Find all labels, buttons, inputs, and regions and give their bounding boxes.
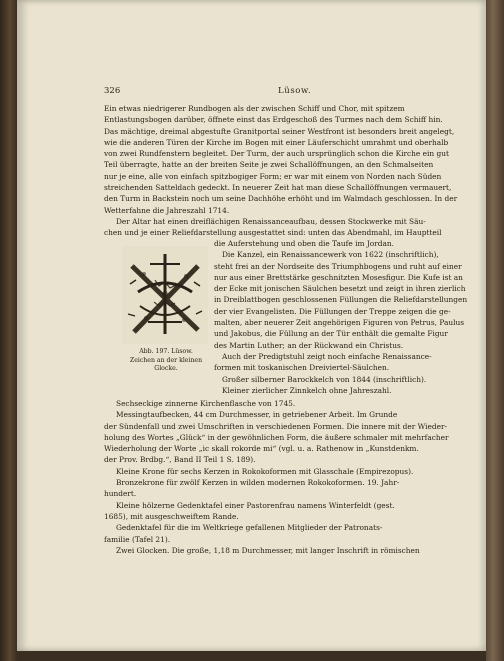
text-line: familie (Tafel 21).	[104, 534, 171, 544]
text-line: steht frei an der Nordseite des Triumphbogens und ruht auf einer	[214, 261, 462, 271]
text-line: formen mit toskanischen Dreiviertel-Säulchen.	[214, 363, 390, 373]
figure-caption	[120, 348, 212, 374]
paragraph-block-3	[104, 398, 482, 556]
text-line: Messingtaufbecken, 44 cm Durchmesser, in getriebener Arbeit. Im Grunde	[116, 410, 398, 420]
text-line: die Auferstehung und oben die Taufe im Jordan.	[214, 239, 395, 248]
text-line: nur je eine, alle von einfach spitzbogiger Form; er war mit einem von Norden nach Süden	[104, 171, 442, 181]
text-line: in Dreiblattbogen geschlossenen Füllungen die Reliefdarstellungen	[214, 295, 468, 305]
text-line: der Ecke mit jonischen Säulchen besetzt und zeigt in ihren zierlich	[214, 284, 466, 294]
text-line: chen und je einer Reliefdarstellung ausgestattet sind: unten das Abendmahl, im Hauptteil	[104, 228, 442, 238]
text-line: malten, aber neuerer Zeit angehörigen Figuren von Petrus, Paulus	[214, 318, 465, 328]
text-line: 1685), mit ausgeschweiftem Rande.	[104, 511, 239, 521]
text-line: den Turm in Backstein noch um seine Dachhöhe erhöht und im Walmdach geschlossen. In der	[104, 194, 458, 204]
bell-mark-drawing	[120, 244, 210, 346]
bell-mark-illustration	[120, 244, 210, 346]
book-binding-left	[0, 0, 17, 661]
text-line: Großer silberner Barockkelch von 1844 (inschriftlich).	[222, 374, 427, 384]
caption-line: Glocke.	[154, 365, 178, 372]
running-title: Lüsow.	[278, 86, 312, 96]
text-line: von zwei Rundfenstern begleitet. Der Turm, der auch ursprünglich schon die Kirche ein gut	[104, 149, 449, 159]
text-line: der vier Evangelisten. Die Füllungen der Treppe zeigen die ge-	[214, 306, 451, 316]
text-line: Kleine Krone für sechs Kerzen in Rokokoformen mit Glasschale (Empirezopus).	[116, 466, 414, 476]
text-line: hundert.	[104, 489, 137, 499]
text-line: Entlastungsbogen darüber, öffnete einst das Erdgeschoß des Turmes nach dem Schiff hin.	[104, 115, 443, 125]
text-line: Auch der Predigtstuhl zeigt noch einfache Renaissance-	[222, 351, 432, 361]
text-line: des Martin Luther; an der Rückwand ein Christus.	[214, 340, 404, 350]
text-line: Ein etwas niedrigerer Rundbogen als der zwischen Schiff und Chor, mit spitzem	[104, 104, 405, 113]
text-line: Zwei Glocken. Die große, 1,18 m Durchmesser, mit langer Inschrift in römischen	[116, 545, 420, 555]
page-number: 326	[104, 86, 121, 96]
text-line: und Jakobus, die Füllung an der Tür enthält die gemalte Figur	[214, 329, 448, 339]
text-line: Bronzekrone für zwölf Kerzen in wilden modernen Rokokoformen. 19. Jahr-	[116, 478, 400, 488]
text-line: Teil überragte, hatte an der breiten Seite je zwei Schallöffnungen, an den Schmalseiten	[104, 160, 434, 170]
paragraph-block-1	[104, 103, 482, 239]
text-line: Wetterfahne die Jahreszahl 1714.	[104, 205, 230, 215]
text-line: Sechseckige zinnerne Kirchenflasche von 1745.	[116, 399, 296, 408]
text-line: Der Altar hat einen dreiflächigen Renaissanceaufbau, dessen Stockwerke mit Säu-	[116, 216, 426, 226]
text-line: Gedenktafel für die im Weltkriege gefallenen Mitglieder der Patronats-	[116, 523, 383, 533]
text-line: Wiederholung der Worte „ic skall rokorde mi“ (vgl. u. a. Rathenow in „Kunstdenkm.	[104, 444, 419, 454]
text-line: wie die anderen Türen der Kirche im Bogen mit einer Läuferschicht umrahmt und oberhalb	[104, 137, 449, 147]
caption-line: Abb. 197. Lüsow.	[139, 348, 193, 355]
page-header	[104, 86, 482, 98]
text-line: holung des Wortes „Glück“ in der gewöhnlichen Form, die äußere schmaler mit mehrfacher	[104, 432, 449, 442]
text-line: Das mächtige, dreimal abgestufte Granitportal seiner Westfront ist besonders breit angelegt,	[104, 126, 455, 136]
text-line: der Prov. Brdbg.“, Band II Teil 1 S. 189).	[104, 455, 256, 465]
text-line: streichenden Satteldach gedeckt. In neuerer Zeit hat man diese Schallöffnungen vermauert,	[104, 183, 452, 193]
text-line: der Sündenfall und zwei Umschriften in verschiedenen Formen. Die innere mit der Wieder-	[104, 421, 447, 431]
book-edge-bottom	[17, 651, 486, 661]
paragraph-block-2	[214, 238, 482, 396]
book-edge-right	[486, 0, 504, 661]
text-line: nur aus einer Brettstärke geschnitzten Mosesfigur. Die Kufe ist an	[214, 272, 463, 282]
text-line: Kleine hölzerne Gedenktafel einer Pastorenfrau namens Winterfeldt (gest.	[116, 500, 395, 510]
text-line: Kleiner zierlicher Zinnkelch ohne Jahreszahl.	[222, 385, 392, 395]
text-line: Die Kanzel, ein Renaissancewerk von 1622 (inschriftlich),	[222, 250, 439, 260]
caption-line: Zeichen an der kleinen	[129, 356, 203, 364]
